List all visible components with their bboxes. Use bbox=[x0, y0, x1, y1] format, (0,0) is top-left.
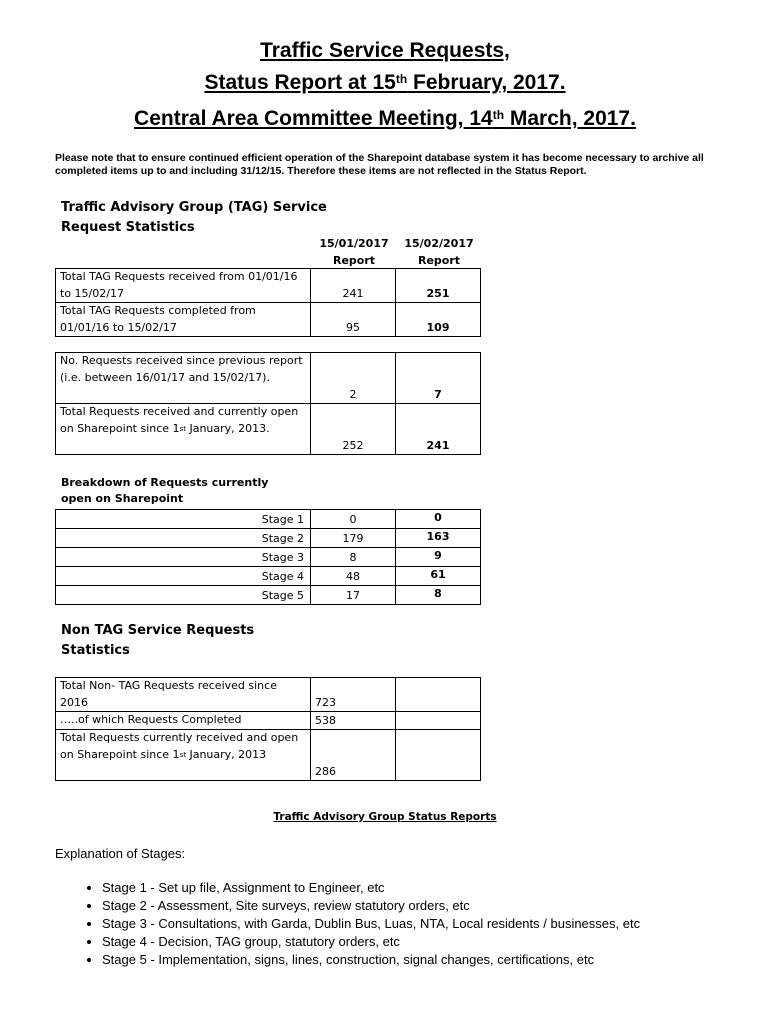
cell-jan: 17 bbox=[311, 586, 396, 605]
table-row bbox=[56, 404, 481, 455]
row-label: …..of which Requests Completed bbox=[56, 712, 311, 730]
table-row bbox=[56, 678, 481, 712]
cell-jan: 252 bbox=[311, 404, 396, 455]
cell-value: 723 bbox=[311, 678, 396, 712]
table-row bbox=[56, 303, 481, 337]
cell-empty bbox=[396, 730, 481, 781]
row-label-sup: st bbox=[179, 424, 186, 433]
table-row bbox=[56, 730, 481, 781]
table-row bbox=[56, 529, 481, 548]
stage-label: Stage 4 bbox=[56, 567, 311, 586]
status-reports-title: Traffic Advisory Group Status Reports bbox=[273, 811, 497, 823]
row-label: Total TAG Requests received from 01/01/16 to 15/02/17 bbox=[56, 269, 311, 303]
cell-value: 538 bbox=[311, 712, 396, 730]
cell-feb: 61 bbox=[396, 567, 481, 586]
stage-label: Stage 5 bbox=[56, 586, 311, 605]
list-item: • Stage 4 - Decision, TAG group, statutory orders, etc bbox=[102, 933, 640, 951]
col-header-jan: 15/01/2017 Report bbox=[319, 237, 389, 267]
archive-note: Please note that to ensure continued efficient operation of the Sharepoint database system it has become necessary to archive all completed items up to and including 31/12/15. Therefore these items are not reflected in the Status Report. bbox=[55, 152, 704, 177]
cell-jan: 8 bbox=[311, 548, 396, 567]
cell-feb: 241 bbox=[396, 404, 481, 455]
title-line-3-text: Central Area Committee Meeting, 14 bbox=[134, 107, 493, 130]
cell-jan: 95 bbox=[311, 303, 396, 337]
title-line-3-tail: March, 2017. bbox=[504, 107, 636, 130]
stage-label: Stage 3 bbox=[56, 548, 311, 567]
tag-totals-table bbox=[55, 268, 481, 337]
page-title bbox=[0, 36, 770, 66]
cell-jan: 241 bbox=[311, 269, 396, 303]
tag-recent-table bbox=[55, 352, 481, 455]
table-row bbox=[56, 353, 481, 404]
cell-empty bbox=[396, 712, 481, 730]
cell-value: 286 bbox=[311, 730, 396, 781]
row-label-sup: st bbox=[179, 750, 186, 759]
row-label-text: Total Requests received and currently open on Sharepoint since 1 bbox=[60, 405, 299, 435]
row-label: Total Non- TAG Requests received since 2016 bbox=[56, 678, 311, 712]
cell-jan: 48 bbox=[311, 567, 396, 586]
col-header-feb: 15/02/2017 Report bbox=[404, 237, 474, 267]
row-label: Total TAG Requests completed from 01/01/16 to 15/02/17 bbox=[56, 303, 311, 337]
title-line-2-sup: th bbox=[395, 72, 408, 86]
table-row bbox=[56, 548, 481, 567]
cell-feb: 109 bbox=[396, 303, 481, 337]
nontag-table bbox=[55, 677, 481, 781]
cell-feb: 9 bbox=[396, 548, 481, 567]
row-label bbox=[56, 730, 311, 781]
title-line-2-tail: February, 2017. bbox=[407, 71, 566, 94]
cell-feb: 7 bbox=[396, 353, 481, 404]
row-label-text: Total Requests currently received and open on Sharepoint since 1 bbox=[60, 731, 299, 761]
breakdown-table bbox=[55, 509, 481, 605]
list-item: • Stage 5 - Implementation, signs, lines, construction, signal changes, certifications, etc bbox=[102, 951, 640, 969]
title-line-3 bbox=[0, 104, 770, 134]
nontag-heading: Non TAG Service Requests Statistics bbox=[61, 623, 255, 658]
stage-label: Stage 1 bbox=[56, 510, 311, 529]
list-item: • Stage 2 - Assessment, Site surveys, review statutory orders, etc bbox=[102, 897, 640, 915]
table-row bbox=[56, 510, 481, 529]
title-line-2 bbox=[0, 68, 770, 98]
title-line-3-sup: th bbox=[492, 108, 505, 122]
cell-empty bbox=[396, 678, 481, 712]
table-row bbox=[56, 712, 481, 730]
row-label-tail: January, 2013. bbox=[185, 421, 270, 435]
stage-label: Stage 2 bbox=[56, 529, 311, 548]
list-item: • Stage 1 - Set up file, Assignment to Engineer, etc bbox=[102, 879, 640, 897]
stage-explanation-list bbox=[55, 879, 640, 969]
explanation-heading: Explanation of Stages: bbox=[55, 846, 186, 861]
table-row bbox=[56, 586, 481, 605]
cell-feb: 163 bbox=[396, 529, 481, 548]
row-label-tail: January, 2013 bbox=[185, 747, 267, 761]
table-row bbox=[56, 567, 481, 586]
title-line-2-text: Status Report at 15 bbox=[204, 71, 396, 94]
table-row bbox=[56, 269, 481, 303]
cell-feb: 0 bbox=[396, 510, 481, 529]
breakdown-heading: Breakdown of Requests currently open on Sharepoint bbox=[61, 476, 269, 505]
cell-jan: 0 bbox=[311, 510, 396, 529]
cell-jan: 2 bbox=[311, 353, 396, 404]
row-label bbox=[56, 404, 311, 455]
title-line-1: Traffic Service Requests, bbox=[260, 39, 510, 62]
tag-heading: Traffic Advisory Group (TAG) Service Request Statistics bbox=[61, 200, 327, 235]
cell-feb: 251 bbox=[396, 269, 481, 303]
list-item: • Stage 3 - Consultations, with Garda, Dublin Bus, Luas, NTA, Local residents / businesses, etc bbox=[102, 915, 640, 933]
cell-jan: 179 bbox=[311, 529, 396, 548]
row-label: No. Requests received since previous report (i.e. between 16/01/17 and 15/02/17). bbox=[56, 353, 311, 404]
cell-feb: 8 bbox=[396, 586, 481, 605]
